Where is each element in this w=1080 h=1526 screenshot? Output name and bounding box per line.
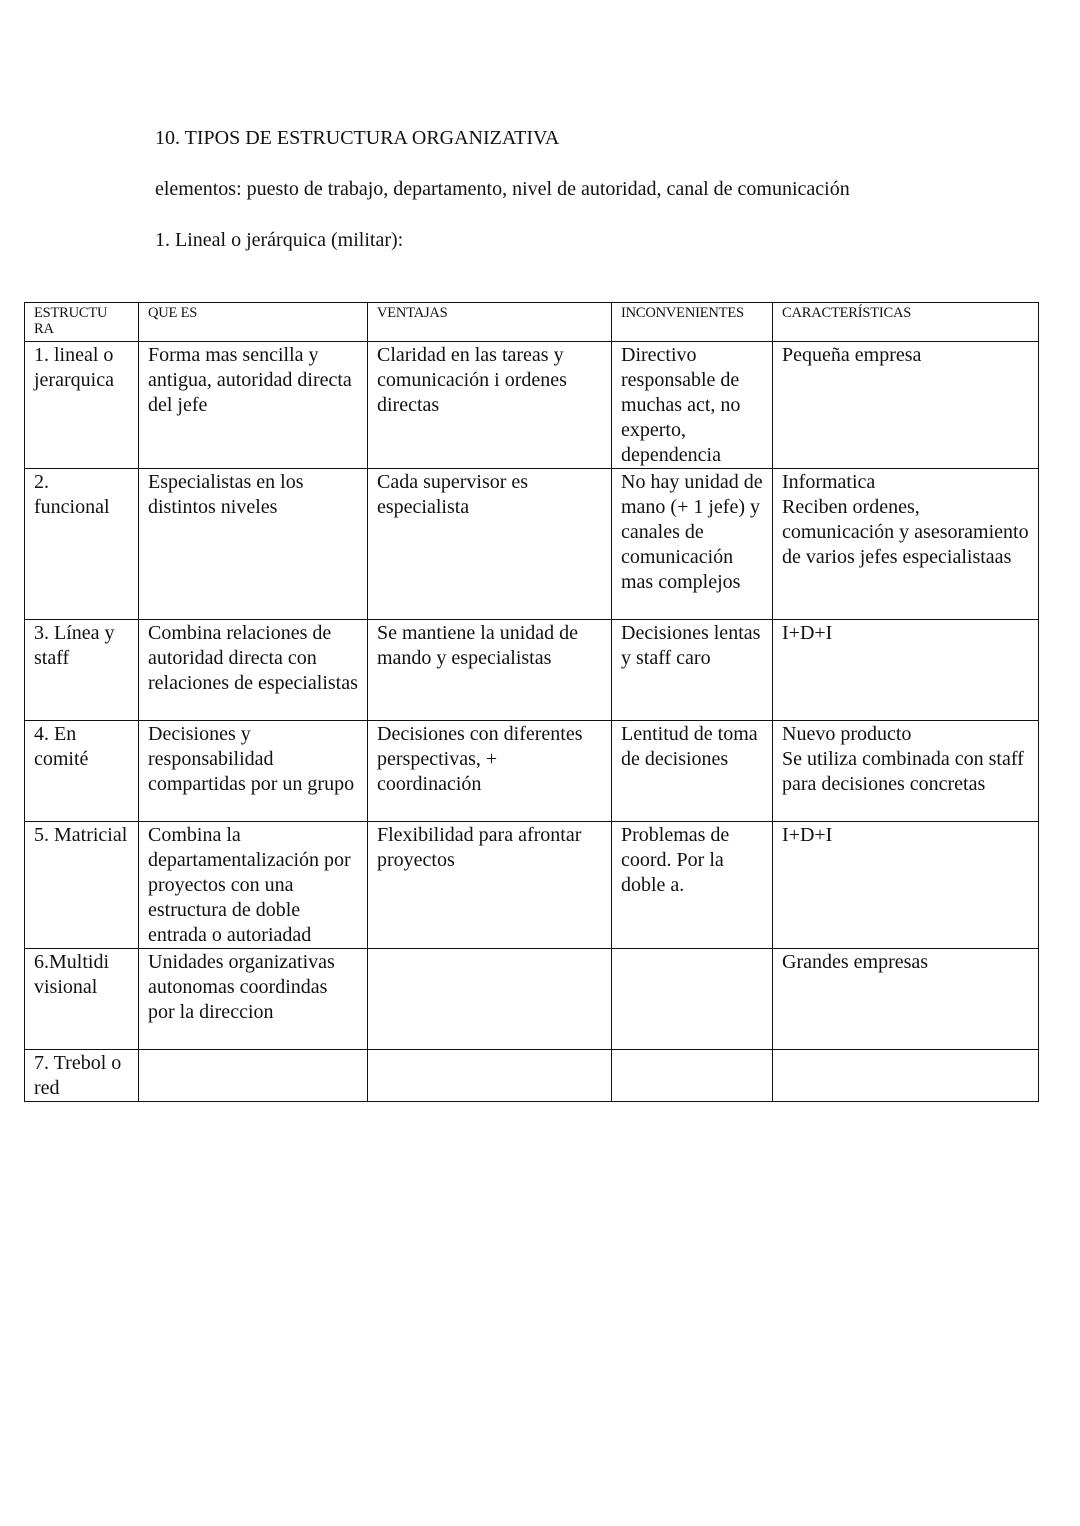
cell-que-es: Unidades organizativas autonomas coordindas por la direccion	[139, 949, 368, 1050]
cell-caracteristicas	[773, 721, 1039, 822]
cell-inconvenientes: Lentitud de toma de decisiones	[612, 721, 773, 822]
caracteristica-line: I+D+I	[782, 824, 833, 846]
cell-inconvenientes: No hay unidad de mano (+ 1 jefe) y canales de comunicación mas complejos	[612, 469, 773, 620]
cell-estructura: 1. lineal o jerarquica	[25, 342, 139, 469]
table-row	[25, 721, 1039, 822]
cell-ventajas	[368, 949, 612, 1050]
header-estructura: ESTRUCTU RA	[25, 303, 139, 342]
cell-que-es: Forma mas sencilla y antigua, autoridad directa del jefe	[139, 342, 368, 469]
cell-que-es: Especialistas en los distintos niveles	[139, 469, 368, 620]
header-caracteristicas: CARACTERÍSTICAS	[773, 303, 1039, 342]
table-row	[25, 469, 1039, 620]
cell-caracteristicas	[773, 620, 1039, 721]
cell-inconvenientes	[612, 1050, 773, 1102]
elements-line: elementos: puesto de trabajo, departamento, nivel de autoridad, canal de comunicación	[155, 178, 850, 200]
caracteristica-line: Nuevo producto	[782, 723, 912, 745]
document-title: 10. TIPOS DE ESTRUCTURA ORGANIZATIVA	[155, 127, 560, 149]
cell-estructura: 4. En comité	[25, 721, 139, 822]
cell-que-es: Combina relaciones de autoridad directa con relaciones de especialistas	[139, 620, 368, 721]
cell-que-es: Combina la departamentalización por proyectos con una estructura de doble entrada o autoriadad	[139, 822, 368, 949]
table-header-row	[25, 303, 1039, 342]
cell-inconvenientes: Directivo responsable de muchas act, no experto, dependencia	[612, 342, 773, 469]
cell-estructura: 5. Matricial	[25, 822, 139, 949]
cell-inconvenientes: Decisiones lentas y staff caro	[612, 620, 773, 721]
caracteristica-line: Reciben ordenes, comunicación y asesoramiento de varios jefes especialistaas	[782, 496, 1029, 568]
cell-inconvenientes: Problemas de coord. Por la doble a.	[612, 822, 773, 949]
cell-caracteristicas	[773, 469, 1039, 620]
table-row	[25, 342, 1039, 469]
cell-ventajas: Cada supervisor es especialista	[368, 469, 612, 620]
cell-inconvenientes	[612, 949, 773, 1050]
caracteristica-line: Se utiliza combinada con staff para decisiones concretas	[782, 748, 1024, 795]
section-subtitle: 1. Lineal o jerárquica (militar):	[155, 229, 404, 251]
caracteristica-line: Grandes empresas	[782, 951, 929, 973]
cell-ventajas: Flexibilidad para afrontar proyectos	[368, 822, 612, 949]
structures-table	[24, 302, 1039, 1102]
cell-caracteristicas	[773, 822, 1039, 949]
header-ventajas: VENTAJAS	[368, 303, 612, 342]
header-que-es: QUE ES	[139, 303, 368, 342]
caracteristica-line: Informatica	[782, 471, 876, 493]
header-inconvenientes: INCONVENIENTES	[612, 303, 773, 342]
cell-ventajas: Se mantiene la unidad de mando y especialistas	[368, 620, 612, 721]
cell-ventajas: Claridad en las tareas y comunicación i ordenes directas	[368, 342, 612, 469]
table-row	[25, 1050, 1039, 1102]
caracteristica-line: Pequeña empresa	[782, 344, 922, 366]
table-row	[25, 949, 1039, 1050]
cell-estructura: 3. Línea y staff	[25, 620, 139, 721]
caracteristica-line: I+D+I	[782, 622, 833, 644]
cell-estructura: 2. funcional	[25, 469, 139, 620]
cell-ventajas: Decisiones con diferentes perspectivas, + coordinación	[368, 721, 612, 822]
cell-estructura: 6.Multidi visional	[25, 949, 139, 1050]
cell-ventajas	[368, 1050, 612, 1102]
cell-caracteristicas	[773, 949, 1039, 1050]
table-row	[25, 822, 1039, 949]
cell-caracteristicas	[773, 342, 1039, 469]
cell-estructura: 7. Trebol o red	[25, 1050, 139, 1102]
table-row	[25, 620, 1039, 721]
cell-que-es	[139, 1050, 368, 1102]
cell-caracteristicas	[773, 1050, 1039, 1102]
cell-que-es: Decisiones y responsabilidad compartidas por un grupo	[139, 721, 368, 822]
